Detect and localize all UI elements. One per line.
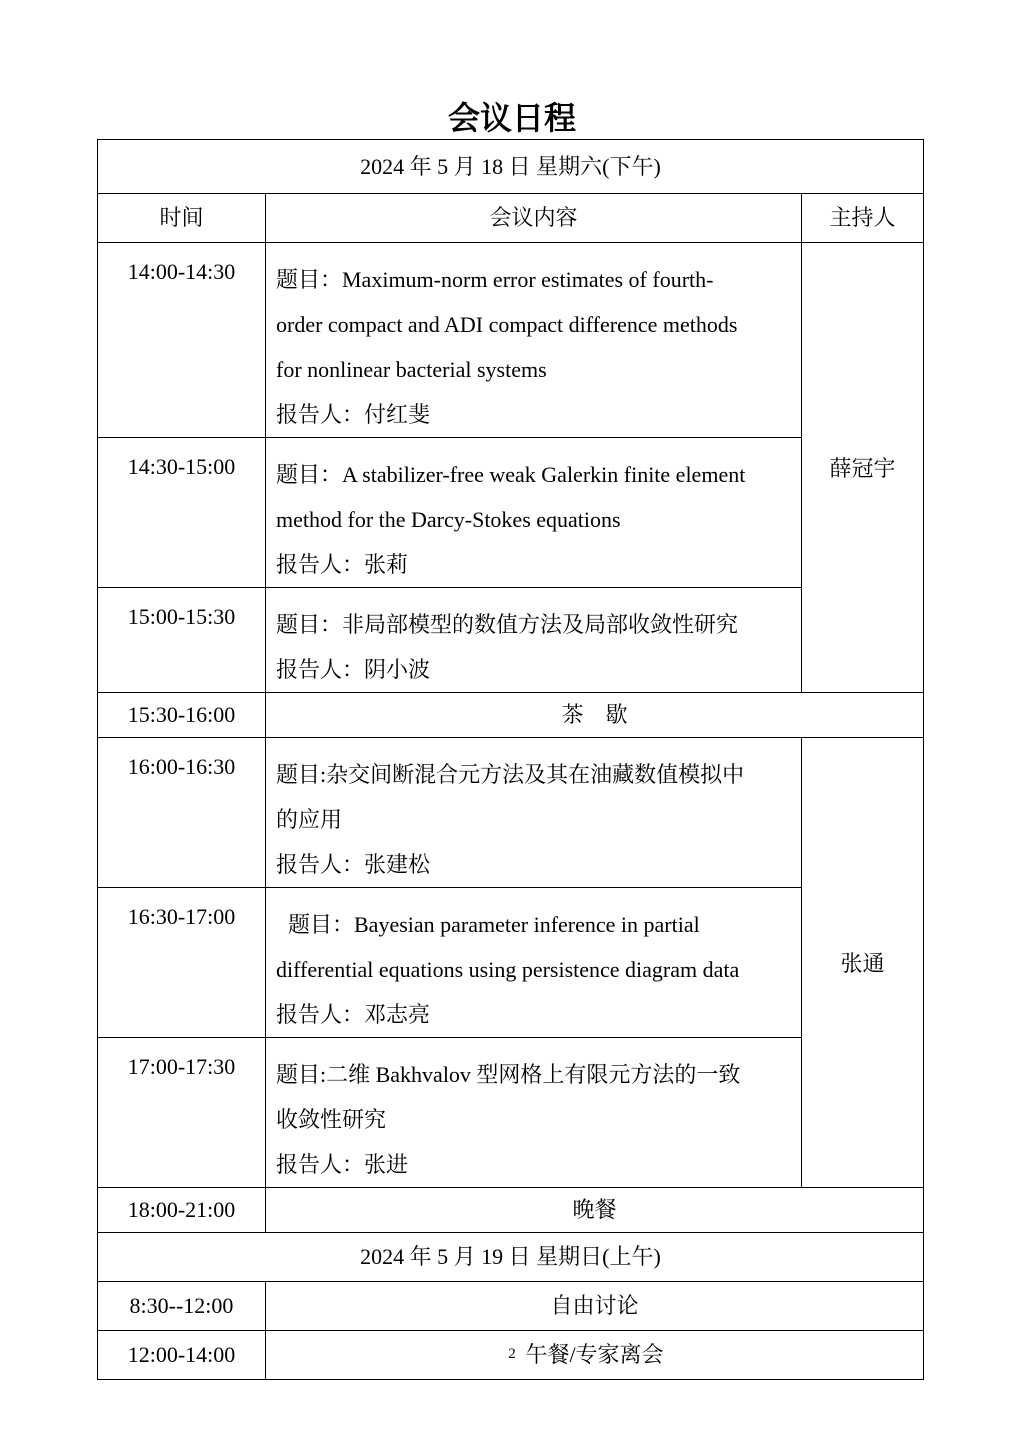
speaker: 报告人：付红斐 — [276, 402, 431, 427]
session-time: 16:30-17:00 — [98, 888, 266, 1038]
session-content — [266, 243, 802, 438]
speaker: 报告人：张建松 — [276, 852, 431, 877]
session-content — [266, 738, 802, 888]
talk-title: 题目:二维 Bakhvalov 型网格上有限元方法的一致 — [276, 1062, 741, 1087]
session-content — [266, 1038, 802, 1188]
dinner-row — [98, 1188, 924, 1233]
break-label: 茶 歇 — [266, 693, 924, 738]
dinner-label: 晚餐 — [266, 1188, 924, 1233]
talk-title: 的应用 — [276, 807, 343, 832]
session-time: 16:00-16:30 — [98, 738, 266, 888]
speaker: 报告人：张莉 — [276, 552, 409, 577]
session-time: 14:30-15:00 — [98, 438, 266, 588]
header-row — [98, 194, 924, 243]
table-row — [98, 738, 924, 888]
break-time: 15:30-16:00 — [98, 693, 266, 738]
page-number: 2 — [508, 1346, 516, 1362]
speaker: 报告人：张进 — [276, 1152, 409, 1177]
day-row — [98, 140, 924, 194]
speaker: 报告人：阴小波 — [276, 657, 431, 682]
session-time: 14:00-14:30 — [98, 243, 266, 438]
header-content: 会议内容 — [266, 194, 802, 243]
session-time: 15:00-15:30 — [98, 588, 266, 693]
host-cell: 张通 — [802, 738, 924, 1188]
day-row — [98, 1233, 924, 1282]
header-time: 时间 — [98, 194, 266, 243]
header-host: 主持人 — [802, 194, 924, 243]
talk-title: 收敛性研究 — [276, 1107, 387, 1132]
table-row — [98, 243, 924, 438]
talk-title: 题目：A stabilizer-free weak Galerkin finite element — [276, 462, 746, 487]
session-content — [266, 888, 802, 1038]
talk-title: method for the Darcy-Stokes equations — [276, 507, 621, 532]
table-row — [98, 888, 924, 1038]
discussion-row — [98, 1282, 924, 1331]
page-title: 会议日程 — [447, 99, 576, 137]
talk-title: order compact and ADI compact difference methods — [276, 312, 738, 337]
discussion-label: 自由讨论 — [266, 1282, 924, 1331]
table-row — [98, 1038, 924, 1188]
table-row — [98, 438, 924, 588]
session-time: 17:00-17:30 — [98, 1038, 266, 1188]
lunch-time: 12:00-14:00 — [98, 1331, 266, 1380]
speaker: 报告人：邓志亮 — [276, 1002, 431, 1027]
lunch-label: 午餐/专家离会 — [266, 1331, 924, 1380]
talk-title: 题目：非局部模型的数值方法及局部收敛性研究 — [276, 612, 739, 637]
session-content — [266, 438, 802, 588]
host-cell: 薛冠宇 — [802, 243, 924, 693]
dinner-time: 18:00-21:00 — [98, 1188, 266, 1233]
talk-title: for nonlinear bacterial systems — [276, 357, 547, 382]
talk-title: 题目：Bayesian parameter inference in partial — [288, 912, 700, 937]
talk-title: 题目：Maximum-norm error estimates of fourth- — [276, 267, 714, 292]
talk-title: 题目:杂交间断混合元方法及其在油藏数值模拟中 — [276, 762, 745, 787]
discussion-time: 8:30--12:00 — [98, 1282, 266, 1331]
schedule-table — [97, 139, 924, 1380]
session-content — [266, 588, 802, 693]
talk-title: differential equations using persistence diagram data — [276, 957, 740, 982]
break-row — [98, 693, 924, 738]
day-heading: 2024 年 5 月 19 日 星期日(上午) — [98, 1233, 924, 1282]
table-row — [98, 588, 924, 693]
day-heading: 2024 年 5 月 18 日 星期六(下午) — [98, 140, 924, 194]
